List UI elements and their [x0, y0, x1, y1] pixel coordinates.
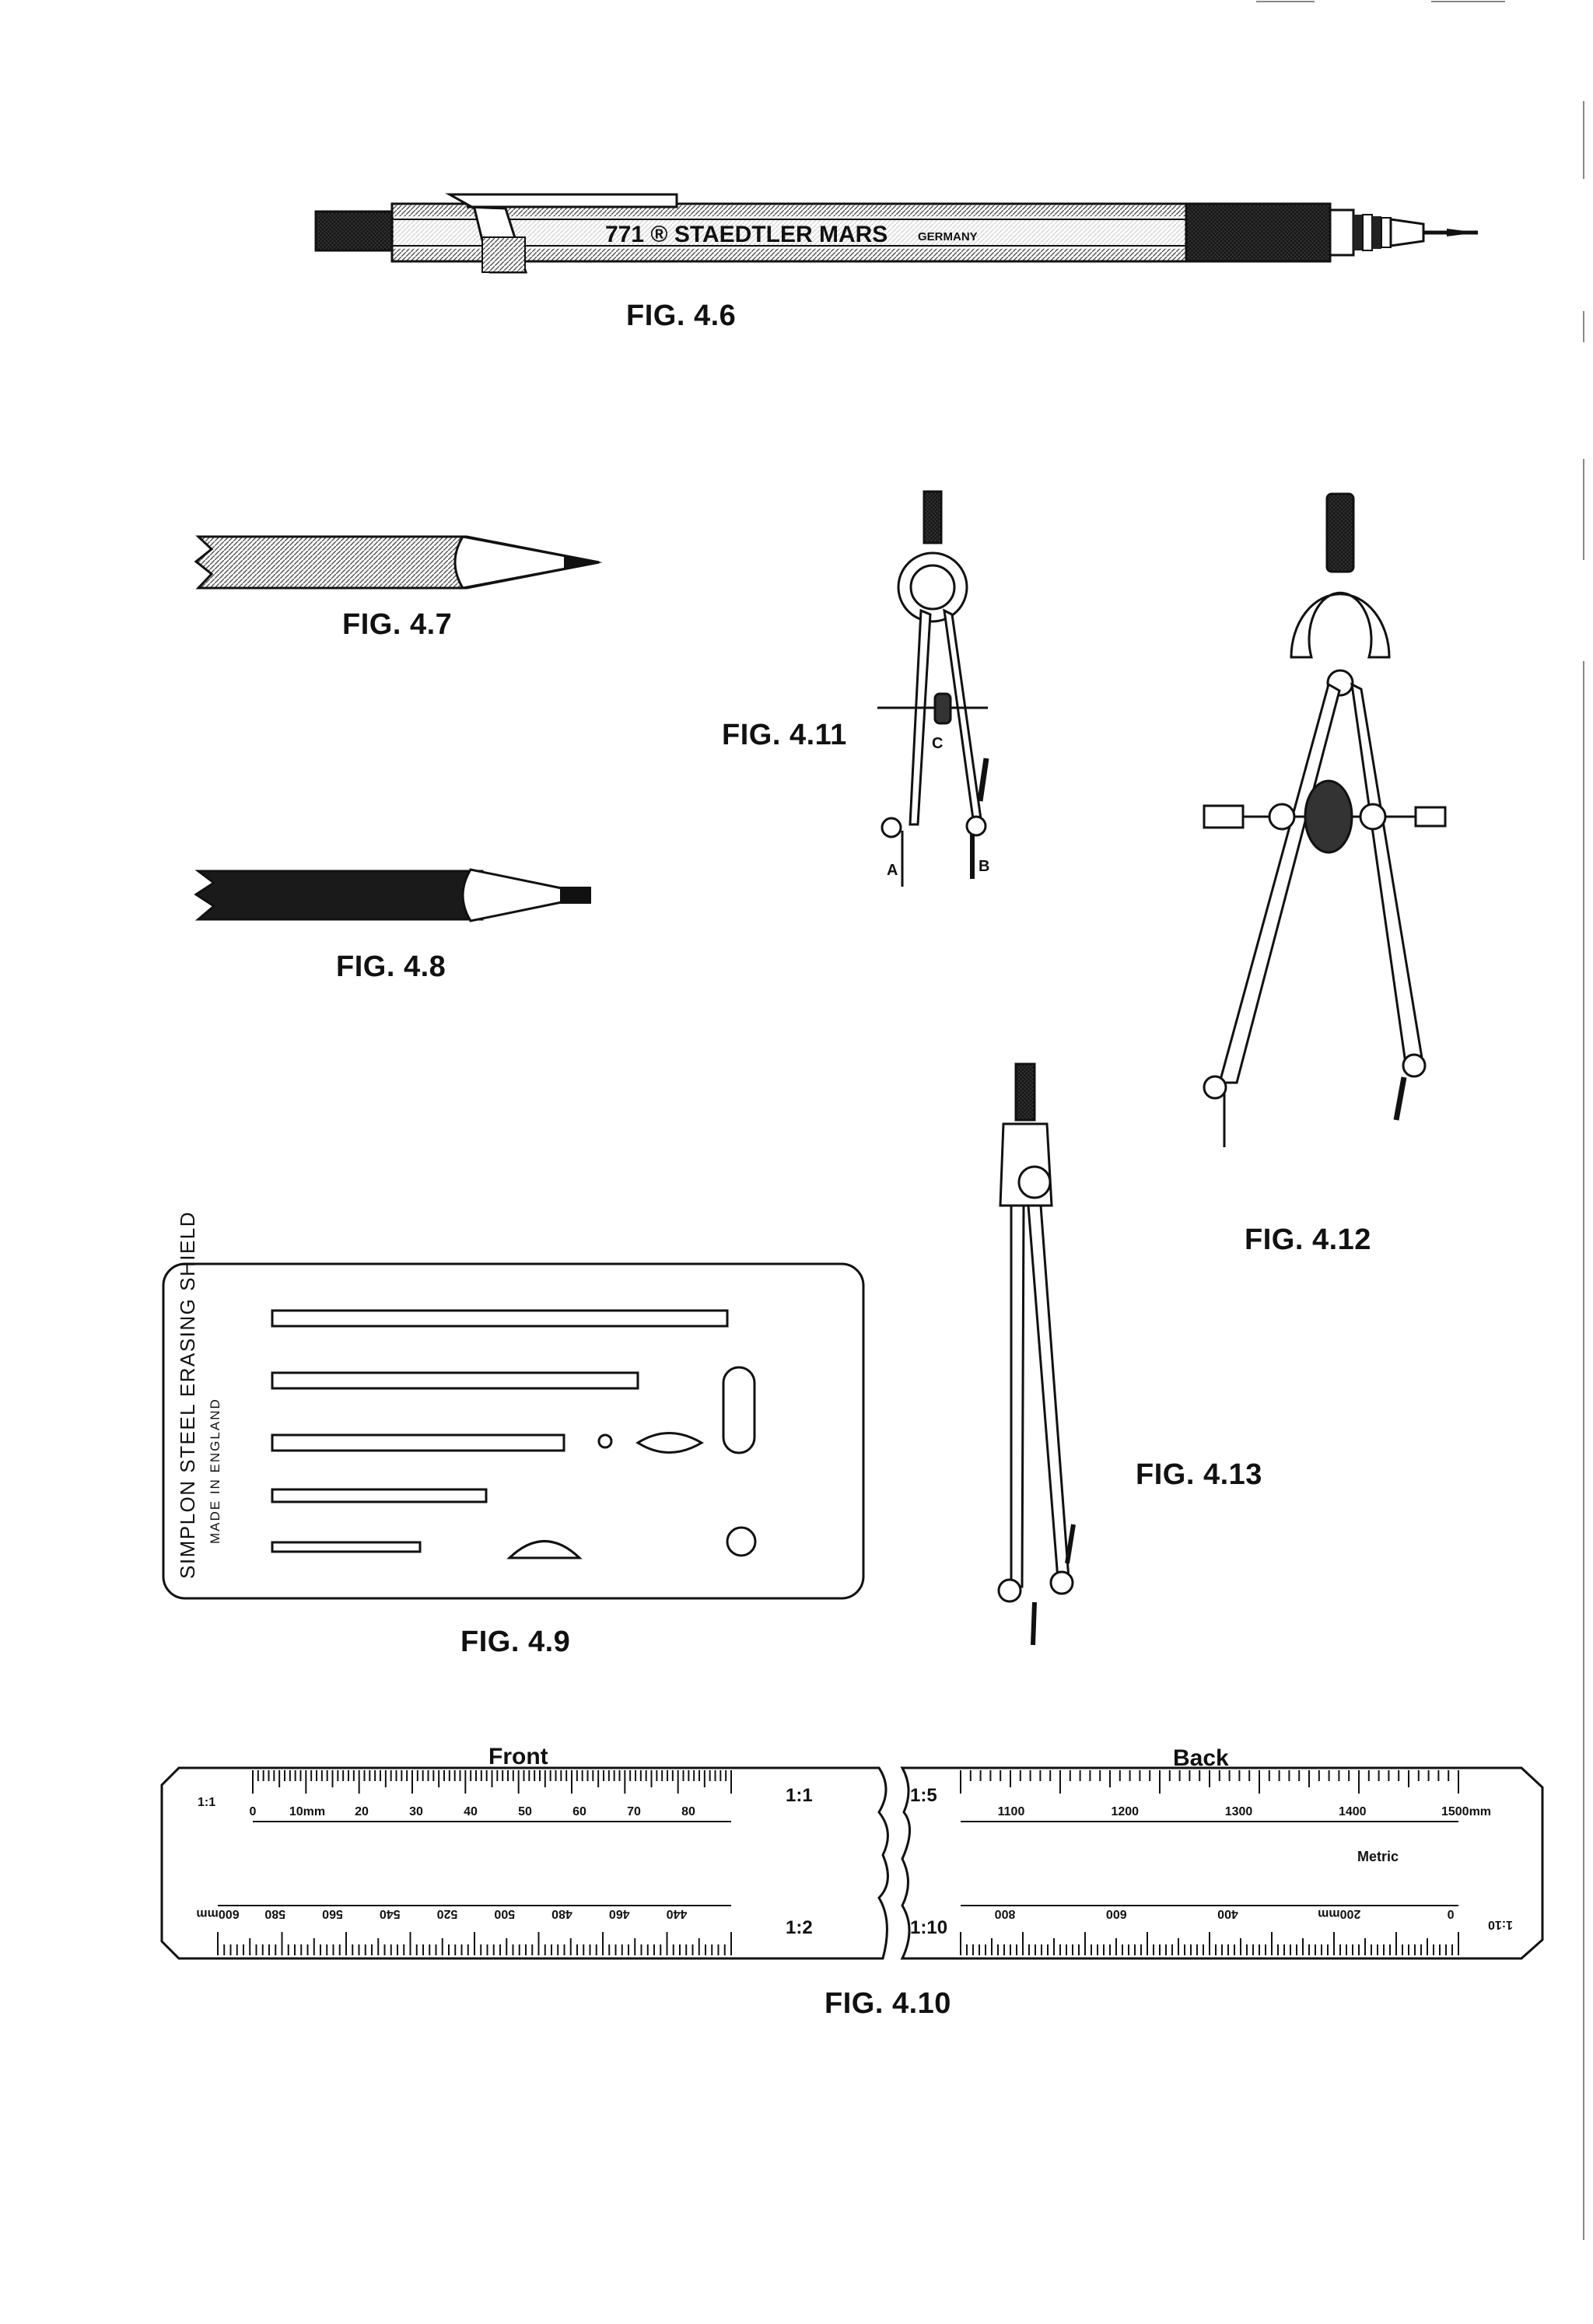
- front-top-left-ratio: 1:1: [198, 1796, 216, 1809]
- scale-tick-label: 60: [572, 1805, 586, 1818]
- pencil-brand-imprint: 771 ® STAEDTLER MARS: [605, 222, 888, 247]
- shield-subtitle: MADE IN ENGLAND: [208, 1398, 222, 1544]
- scale-metric-label: Metric: [1357, 1849, 1399, 1864]
- scale-tick-label: 440: [666, 1907, 688, 1920]
- front-top-right-ratio: 1:1: [786, 1785, 813, 1806]
- scale-tick-label: 800: [994, 1907, 1016, 1920]
- caption-fig-4-10: FIG. 4.10: [825, 1987, 951, 2020]
- scale-tick-label: 460: [608, 1907, 630, 1920]
- scale-tick-label: 10mm: [289, 1805, 326, 1818]
- scale-tick-label: 50: [518, 1805, 532, 1818]
- caption-fig-4-6: FIG. 4.6: [626, 299, 737, 332]
- caption-fig-4-8: FIG. 4.8: [336, 950, 446, 983]
- scale-front-label: Front: [488, 1744, 548, 1769]
- scale-tick-label: 400: [1217, 1907, 1238, 1920]
- scale-tick-label: 30: [409, 1805, 423, 1818]
- bow-compass: [877, 492, 988, 887]
- scale-tick-label: 600: [1105, 1907, 1127, 1920]
- caption-fig-4-9: FIG. 4.9: [460, 1626, 571, 1658]
- caption-fig-4-13: FIG. 4.13: [1136, 1458, 1262, 1491]
- caption-fig-4-12: FIG. 4.12: [1245, 1223, 1371, 1256]
- scale-tick-label: 80: [681, 1805, 695, 1818]
- chisel-point-pencil: [196, 870, 591, 921]
- back-bottom-left-ratio: 1:10: [910, 1917, 948, 1938]
- scale-tick-label: 0: [249, 1805, 257, 1818]
- scale-tick-label: 1100: [997, 1805, 1025, 1818]
- caption-fig-4-7: FIG. 4.7: [342, 608, 453, 641]
- scale-tick-label: 580: [264, 1907, 286, 1920]
- back-top-left-ratio: 1:5: [910, 1785, 937, 1806]
- scale-tick-label: 1200: [1111, 1805, 1140, 1818]
- scale-rule-outline: [162, 1768, 1542, 1958]
- compass-label-a: A: [887, 862, 898, 879]
- compass-label-b: B: [979, 858, 990, 875]
- scale-tick-label: 0: [1447, 1907, 1455, 1920]
- scale-tick-label: 600mm: [196, 1907, 240, 1920]
- scale-tick-label: 520: [436, 1907, 458, 1920]
- back-bottom-right-ratio: 1:10: [1487, 1918, 1513, 1931]
- scale-tick-label: 1500mm: [1441, 1805, 1492, 1818]
- compass-label-c: C: [932, 735, 944, 752]
- scale-tick-label: 20: [355, 1805, 369, 1818]
- scale-tick-label: 480: [551, 1907, 572, 1920]
- large-compass: [1204, 494, 1445, 1147]
- scale-tick-label: 70: [627, 1805, 641, 1818]
- scale-tick-label: 200mm: [1318, 1907, 1361, 1920]
- scale-tick-label: 560: [322, 1907, 343, 1920]
- scale-tick-label: 540: [379, 1907, 401, 1920]
- scale-tick-label: 500: [494, 1907, 516, 1920]
- scale-back-label: Back: [1173, 1745, 1229, 1771]
- front-bottom-right-ratio: 1:2: [786, 1917, 813, 1938]
- pencil-compass: [999, 1064, 1073, 1645]
- scale-tick-label: 1300: [1224, 1805, 1253, 1818]
- clutch-pencil-illustration: [316, 194, 1478, 272]
- scale-tick-label: 1400: [1338, 1805, 1367, 1818]
- caption-fig-4-11: FIG. 4.11: [722, 719, 847, 751]
- scale-tick-label: 40: [464, 1805, 478, 1818]
- cone-point-pencil: [196, 537, 603, 588]
- erasing-shield: [163, 1264, 863, 1598]
- pencil-origin-imprint: GERMANY: [918, 230, 978, 243]
- shield-title: SIMPLON STEEL ERASING SHIELD: [176, 1210, 199, 1579]
